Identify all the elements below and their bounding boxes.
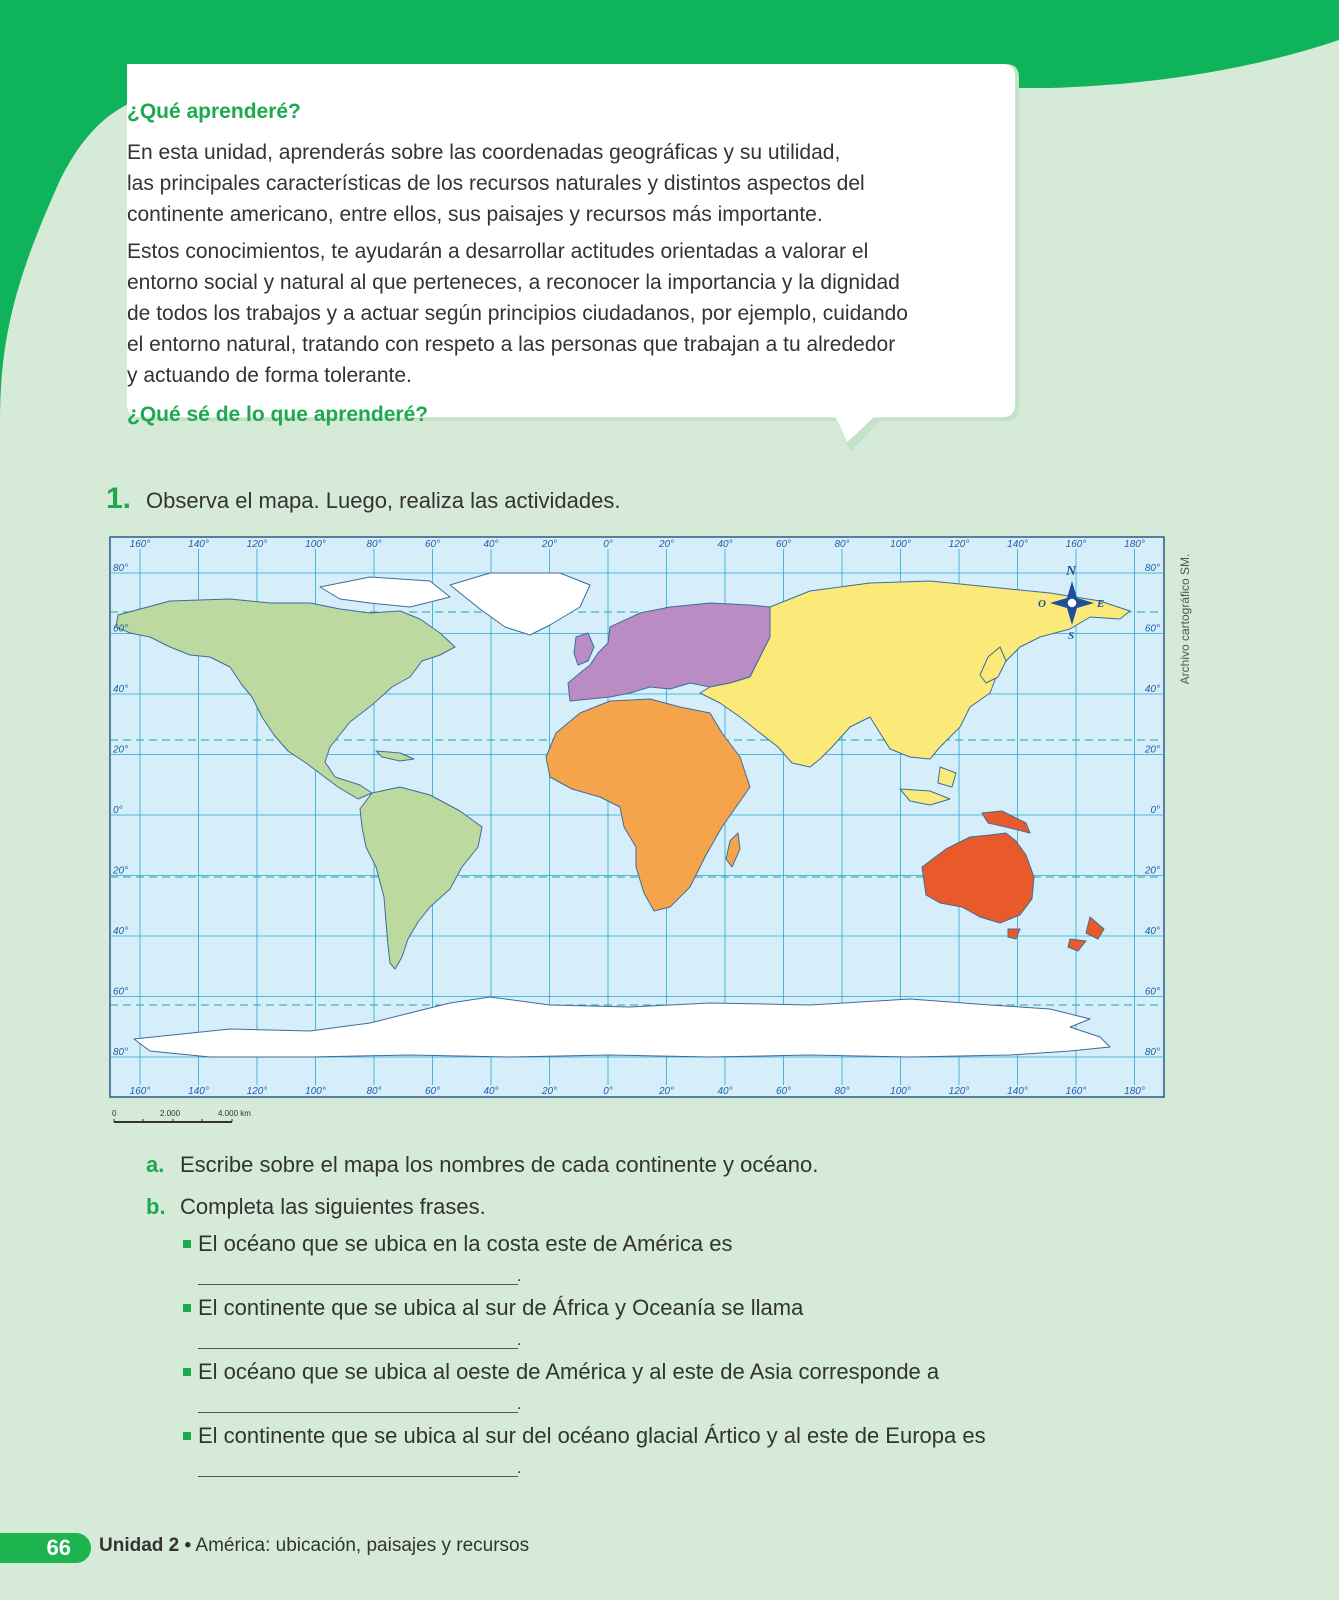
world-map[interactable]: [110, 537, 1164, 1097]
question-b-text: Completa las siguientes frases.: [180, 1194, 486, 1219]
right-latitude-label: 0°: [1150, 805, 1160, 816]
sentence-end-2: .: [517, 1332, 522, 1349]
top-longitude-label: 80°: [366, 539, 382, 550]
question-a-text: Escribe sobre el mapa los nombres de cada continente y océano.: [180, 1152, 819, 1177]
intro-subheading: ¿Qué sé de lo que aprenderé?: [127, 403, 429, 426]
intro-line: En esta unidad, aprenderás sobre las coordenadas geográficas y su utilidad,: [127, 141, 841, 164]
sentence-1: El océano que se ubica en la costa este de América es: [198, 1231, 733, 1256]
footer-unit: Unidad 2: [99, 1535, 180, 1556]
question-b-letter: b.: [146, 1194, 166, 1219]
compass-west: O: [1038, 598, 1046, 610]
intro-line: y actuando de forma tolerante.: [127, 364, 412, 387]
left-latitude-label: 40°: [113, 684, 129, 695]
bullet-icon: [183, 1368, 191, 1376]
scale-zero: 0: [112, 1109, 117, 1118]
intro-line: continente americano, entre ellos, sus paisajes y recursos más importante.: [127, 203, 823, 226]
top-longitude-label: 160°: [129, 539, 151, 550]
left-latitude-label: 20°: [113, 744, 129, 756]
left-latitude-label: 40°: [113, 926, 129, 937]
top-longitude-label: 180°: [1124, 539, 1145, 550]
bullet-icon: [183, 1240, 191, 1248]
top-longitude-label: 60°: [775, 539, 792, 550]
top-longitude-label: 120°: [948, 539, 970, 550]
left-latitude-label: 80°: [113, 1047, 129, 1058]
question-a-letter: a.: [146, 1152, 165, 1177]
intro-line: entorno social y natural al que perteneces, a reconocer la importancia y la dignidad: [127, 271, 900, 294]
bottom-longitude-label: 180°: [1124, 1086, 1145, 1097]
bottom-longitude-label: 140°: [1007, 1086, 1028, 1097]
answer-line-4[interactable]: [198, 1476, 518, 1477]
bullet-icon: [183, 1432, 191, 1440]
intro-line: el entorno natural, tratando con respeto a las personas que trabajan a tu alrededor: [127, 333, 896, 356]
answer-line-2[interactable]: [198, 1348, 518, 1349]
compass-east: E: [1097, 598, 1105, 610]
left-latitude-label: 60°: [113, 986, 129, 998]
right-latitude-label: 60°: [1144, 623, 1160, 635]
page-number-tab: [0, 1533, 91, 1563]
top-longitude-label: 40°: [483, 539, 499, 550]
sentence-end-3: .: [517, 1396, 522, 1413]
bottom-longitude-label: 160°: [1065, 1086, 1087, 1097]
top-longitude-label: 160°: [1065, 539, 1087, 550]
intro-line: las principales características de los recursos naturales y distintos aspectos del: [127, 172, 865, 195]
top-longitude-label: 100°: [890, 539, 911, 550]
top-longitude-label: 120°: [246, 539, 268, 550]
top-longitude-label: 100°: [305, 539, 326, 550]
right-latitude-label: 80°: [1144, 563, 1160, 574]
top-longitude-label: 60°: [424, 539, 441, 550]
left-latitude-label: 20°: [113, 865, 129, 877]
intro-heading: ¿Qué aprenderé?: [127, 100, 301, 123]
sentence-end-4: .: [517, 1460, 522, 1477]
bottom-longitude-label: 40°: [717, 1086, 733, 1097]
left-latitude-label: 60°: [113, 623, 129, 635]
top-longitude-label: 20°: [541, 539, 558, 550]
sentence-4: El continente que se ubica al sur del océano glacial Ártico y al este de Europa es: [198, 1423, 986, 1448]
intro-line: de todos los trabajos y a actuar según principios ciudadanos, por ejemplo, cuidando: [127, 302, 908, 325]
sentence-3: El océano que se ubica al oeste de América y al este de Asia corresponde a: [198, 1359, 940, 1384]
bottom-longitude-label: 100°: [890, 1086, 911, 1097]
top-longitude-label: 140°: [1007, 539, 1028, 550]
scale-bar: [112, 1108, 251, 1130]
bottom-longitude-label: 40°: [483, 1086, 499, 1097]
answer-line-1[interactable]: [198, 1284, 518, 1285]
left-latitude-label: 0°: [113, 805, 123, 816]
bottom-longitude-label: 80°: [366, 1086, 382, 1097]
sentence-end-1: .: [517, 1268, 522, 1285]
compass-north: N: [1066, 564, 1077, 579]
bottom-longitude-label: 140°: [188, 1086, 209, 1097]
bottom-longitude-label: 20°: [658, 1086, 675, 1097]
bottom-longitude-label: 20°: [541, 1086, 558, 1097]
right-latitude-label: 40°: [1144, 684, 1160, 695]
bottom-longitude-label: 60°: [424, 1086, 441, 1097]
bottom-longitude-label: 100°: [305, 1086, 326, 1097]
right-latitude-label: 20°: [1144, 865, 1160, 877]
footer-title: América: ubicación, paisajes y recursos: [195, 1535, 530, 1556]
top-longitude-label: 140°: [188, 539, 209, 550]
right-latitude-label: 20°: [1144, 744, 1160, 756]
answer-line-3[interactable]: [198, 1412, 518, 1413]
right-latitude-label: 40°: [1144, 926, 1160, 937]
scale-mid: 2.000: [160, 1109, 181, 1118]
map-credit: Archivo cartográfico SM.: [1178, 553, 1192, 685]
page-number: 66: [46, 1535, 71, 1560]
sentence-2: El continente que se ubica al sur de África y Oceanía se llama: [198, 1295, 804, 1320]
bottom-longitude-label: 120°: [948, 1086, 970, 1097]
bottom-longitude-label: 120°: [246, 1086, 268, 1097]
top-longitude-label: 0°: [603, 539, 613, 550]
compass-south: S: [1068, 630, 1075, 642]
bullet-icon: [183, 1304, 191, 1312]
top-longitude-label: 40°: [717, 539, 733, 550]
bottom-longitude-label: 60°: [775, 1086, 792, 1097]
top-longitude-label: 20°: [658, 539, 675, 550]
right-latitude-label: 80°: [1144, 1047, 1160, 1058]
footer-unit-title: [99, 1535, 529, 1557]
left-latitude-label: 80°: [113, 563, 129, 574]
activity-instruction: Observa el mapa. Luego, realiza las actividades.: [146, 488, 621, 513]
intro-line: Estos conocimientos, te ayudarán a desarrollar actitudes orientadas a valorar el: [127, 240, 869, 263]
activity-number: 1.: [106, 482, 132, 515]
bottom-longitude-label: 160°: [129, 1086, 151, 1097]
footer-separator: •: [184, 1535, 192, 1556]
bottom-longitude-label: 80°: [834, 1086, 850, 1097]
bottom-longitude-label: 0°: [603, 1086, 613, 1097]
right-latitude-label: 60°: [1144, 986, 1160, 998]
top-longitude-label: 80°: [834, 539, 850, 550]
intro-paragraph-2: [127, 236, 1007, 391]
scale-end: 4.000 km: [218, 1109, 251, 1118]
intro-paragraph-1: [127, 137, 1007, 230]
